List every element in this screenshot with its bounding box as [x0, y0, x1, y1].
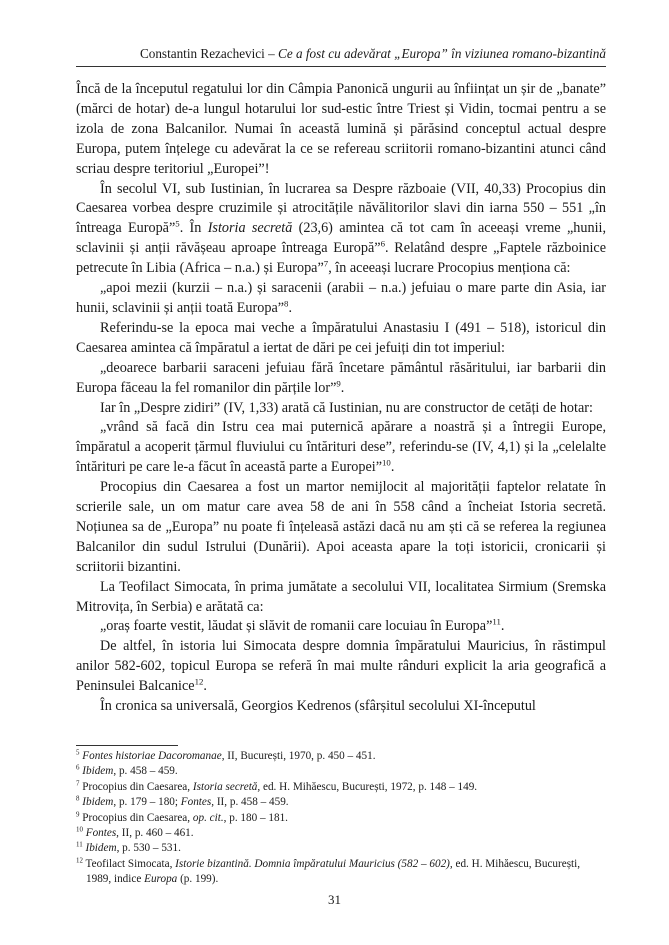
paragraph: Iar în „Despre zidiri” (IV, 1,33) arată că Iustinian, nu are constructor de cetăți de hotar:: [100, 399, 593, 416]
footnote-ref: 8: [284, 298, 289, 309]
footnote: $^7$ Procopius din Caesarea, Istoria secretă, ed. H. Mihăescu, București, 1972, p. 148 – 149.: [76, 779, 478, 793]
footnote-ref: 10: [382, 457, 391, 468]
quote-paragraph: „apoi mezii (kurzii – n.a.) și saracenii (arabii – n.a.) jefuiau o mare parte din Asia, iar hunii, sclavinii și anții toată Europa”$^8$.: [76, 280, 606, 316]
header-dash: –: [268, 46, 275, 61]
header-author: Constantin Rezachevici: [139, 46, 265, 61]
footnote: $^{10}$ Fontes, II, p. 460 – 461.: [76, 825, 194, 840]
paragraph: Procopius din Caesarea a fost un martor nemijlocit al majorității faptelor relatate în scrierile sale, un om matur care avea 58 de ani în 558 când a încheiat Istoria secretă. Noțiunea sa de „Europa” nu poate fi înțeleasă astăzi dacă nu am ști că se referea la regiunea Balcanilor din sudul Istrului (Dunării). Apoi aceasta apare la toți istoricii, cronicarii și scriitorii bizantini.: [76, 479, 606, 575]
quote-paragraph: „vrând să facă din Istru cea mai puternică apărare a noastră și a întregii Europe, împăratul a acoperit țărmul fluviului cu întărituri dese”, referindu-se (IV, 4,1) și la „celelalte întărituri pe care le-a făcut în această parte a Europei”$^{10}$.: [76, 419, 606, 476]
footnote-ref: 9: [336, 377, 341, 388]
paragraph: În cronica sa universală, Georgios Kedrenos (sfârșitul secolului XI-începutul: [100, 698, 536, 715]
header-title: Ce a fost cu adevărat „Europa” în viziunea romano-bizantină: [278, 46, 606, 61]
quote-paragraph: „oraș foarte vestit, lăudat și slăvit de romanii care locuiau în Europa”$^{11}$.: [100, 616, 505, 635]
footnote-ref: 5: [175, 218, 180, 229]
header-rule: [76, 66, 606, 67]
footnote-ref: 7: [323, 258, 329, 269]
footnote: $^9$ Procopius din Caesarea, op. cit., p. 180 – 181.: [76, 809, 288, 824]
running-header: [76, 46, 606, 62]
body-text: [76, 80, 606, 717]
footnote: $^8$ Ibidem, p. 179 – 180; Fontes, II, p. 458 – 459.: [76, 794, 289, 809]
footnote: $^6$ Ibidem, p. 458 – 459.: [76, 763, 178, 778]
footnote: $^{11}$ Ibidem, p. 530 – 531.: [76, 840, 181, 855]
quote-paragraph: „deoarece barbarii saraceni jefuiau fără încetare pământul răsăritului, iar barbarii din Europa făceau la fel romanilor din părțile lor”$^9$.: [76, 359, 606, 396]
paragraph: Referindu-se la epoca mai veche a împăratului Anastasiu I (491 – 518), istoricul din Caesarea amintea că împăratul a iertat de dări pe cei jefuiți din tot imperiul:: [76, 319, 606, 356]
paragraph: De altfel, în istoria lui Simocata despre domnia împăratului Mauricius, în răstimpul anilor 582-602, topicul Europa se referă în mai multe rânduri explicit la aria geografică a Peninsulei Balcanice$^{12}$.: [76, 638, 606, 695]
footnote-ref: 12: [194, 676, 204, 687]
paragraph: Încă de la începutul regatului lor din Câmpia Panonică ungurii au înființat un șir de „banate” (mărci de hotar) de-a lungul hotarului lor sud-estic între Triest și Vidin, tocmai pentru a se izola de zona Balcanilor. Numai în această lumină și părăsind conceptul actual despre Europa, putem înțelege cu adevărat la ce se refereau scriitorii romano-bizantini atunci când scriau despre teritoriul „Europei”!: [76, 81, 606, 177]
footnote: $^{12}$ Teofilact Simocata, Istorie bizantină. Domnia împăratului Mauricius (582 – 602), ed. H. Mihăescu, București, 1989, indice Europa (p. 199).: [76, 856, 581, 886]
footnote-ref: 11: [492, 616, 501, 627]
paragraph: La Teofilact Simocata, în prima jumătate a secolului VII, localitatea Sirmium (Sremska Mitrovița, în Serbia) e arătată ca:: [76, 578, 606, 615]
footnote: $^5$ Fontes historiae Dacoromanae, II, București, 1970, p. 450 – 451.: [76, 748, 376, 762]
footnote-ref: 6: [380, 238, 385, 249]
footnote-separator: [76, 745, 178, 746]
page-number: 31: [328, 892, 341, 907]
paragraph: În secolul VI, sub Iustinian, în lucrarea sa Despre războaie (VII, 40,33) Procopius din Caesarea vorbea despre cruzimile și atrocitățile năvălitorilor slavi din iarna 550 – 551 „în întreaga Europă”$^5$. În Istoria secretă (23,6) amintea că tot cam în aceeași vreme „hunii, sclavinii și anții răvășeau aproape întreaga Europă”$^6$. Relatând despre „Faptele războinice petrecute în Libia (Africa – n.a.) și Europa”$^7$, în aceeași lucrare Procopius menționa că:: [76, 180, 607, 277]
footnotes: [76, 749, 606, 888]
